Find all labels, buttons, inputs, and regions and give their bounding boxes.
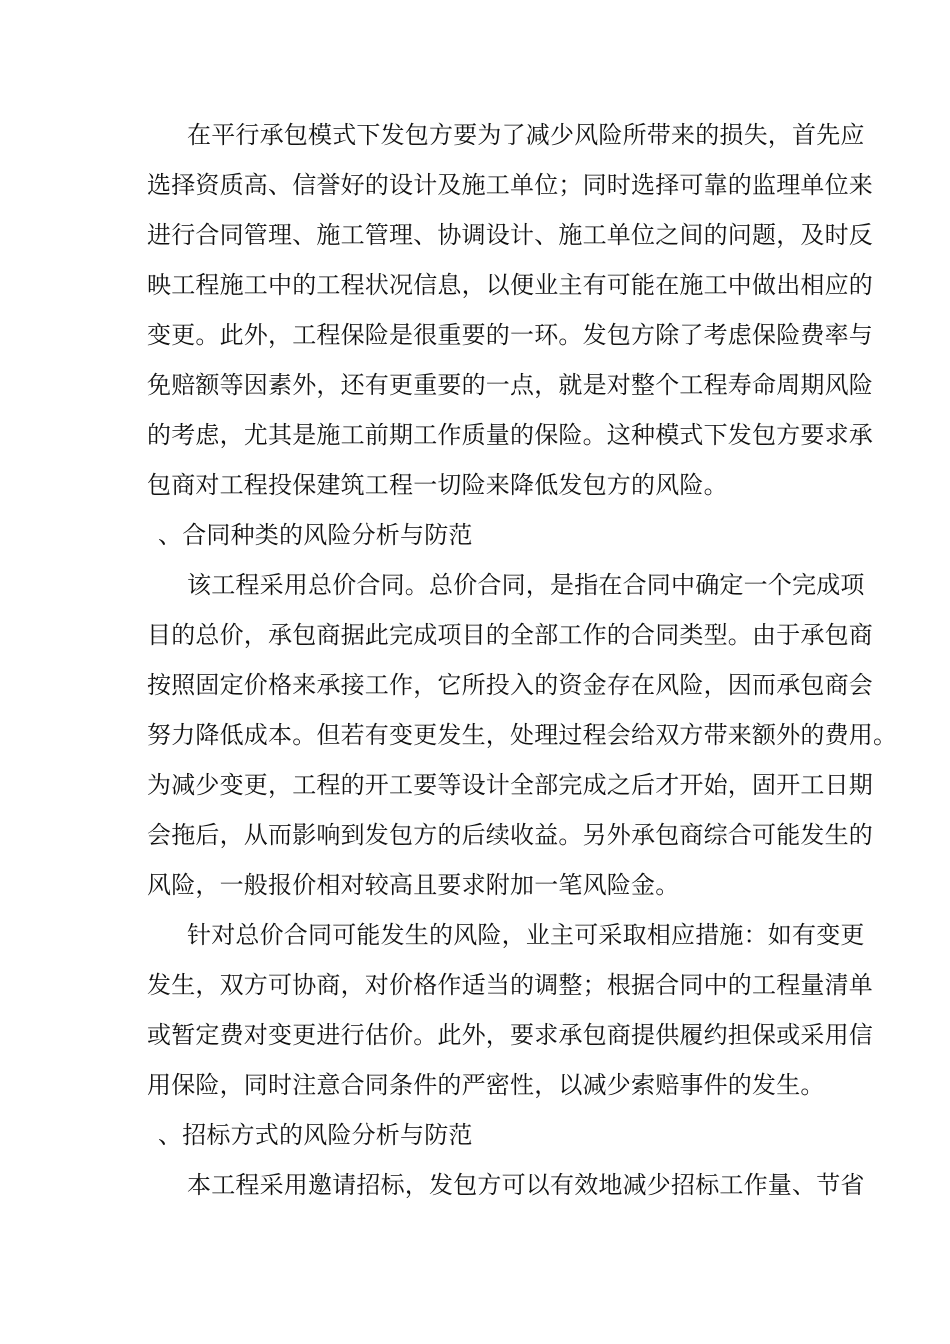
paragraph-1-line-3: 进行合同管理、施工管理、协调设计、施工单位之间的问题，及时反 (147, 221, 873, 249)
paragraph-2-line-7: 风险，一般报价相对较高且要求附加一笔风险金。 (147, 871, 680, 899)
paragraph-3-line-3: 或暂定费对变更进行估价。此外，要求承包商提供履约担保或采用信 (147, 1021, 873, 1049)
paragraph-1-line-4: 映工程施工中的工程状况信息，以便业主有可能在施工中做出相应的 (147, 271, 873, 299)
paragraph-1-line-7: 的考虑，尤其是施工前期工作质量的保险。这种模式下发包方要求承 (147, 421, 873, 449)
paragraph-1-line-6: 免赔额等因素外，还有更重要的一点，就是对整个工程寿命周期风险 (147, 371, 873, 399)
paragraph-4-line-1: 本工程采用邀请招标，发包方可以有效地减少招标工作量、节省 (187, 1171, 865, 1199)
paragraph-3-line-1: 针对总价合同可能发生的风险，业主可采取相应措施：如有变更 (187, 921, 865, 949)
section-heading-contract-types: 、合同种类的风险分析与防范 (158, 521, 473, 549)
paragraph-3-line-4: 用保险，同时注意合同条件的严密性，以减少索赔事件的发生。 (147, 1071, 825, 1099)
paragraph-1-line-1: 在平行承包模式下发包方要为了减少风险所带来的损失，首先应 (187, 121, 865, 149)
paragraph-2-line-3: 按照固定价格来承接工作，它所投入的资金存在风险，因而承包商会 (147, 671, 873, 699)
paragraph-1-line-5: 变更。此外，工程保险是很重要的一环。发包方除了考虑保险费率与 (147, 321, 873, 349)
paragraph-2-line-2: 目的总价，承包商据此完成项目的全部工作的合同类型。由于承包商 (147, 621, 873, 649)
paragraph-2-line-4: 努力降低成本。但若有变更发生，处理过程会给双方带来额外的费用。 (147, 721, 898, 749)
paragraph-2-line-5: 为减少变更，工程的开工要等设计全部完成之后才开始，固开工日期 (147, 771, 873, 799)
section-heading-bidding-method: 、招标方式的风险分析与防范 (158, 1121, 473, 1149)
paragraph-2-line-6: 会拖后，从而影响到发包方的后续收益。另外承包商综合可能发生的 (147, 821, 873, 849)
paragraph-1-line-8: 包商对工程投保建筑工程一切险来降低发包方的风险。 (147, 471, 728, 499)
paragraph-3-line-2: 发生，双方可协商，对价格作适当的调整；根据合同中的工程量清单 (147, 971, 873, 999)
paragraph-2-line-1: 该工程采用总价合同。总价合同，是指在合同中确定一个完成项 (187, 571, 865, 599)
paragraph-1-line-2: 选择资质高、信誉好的设计及施工单位；同时选择可靠的监理单位来 (147, 171, 873, 199)
